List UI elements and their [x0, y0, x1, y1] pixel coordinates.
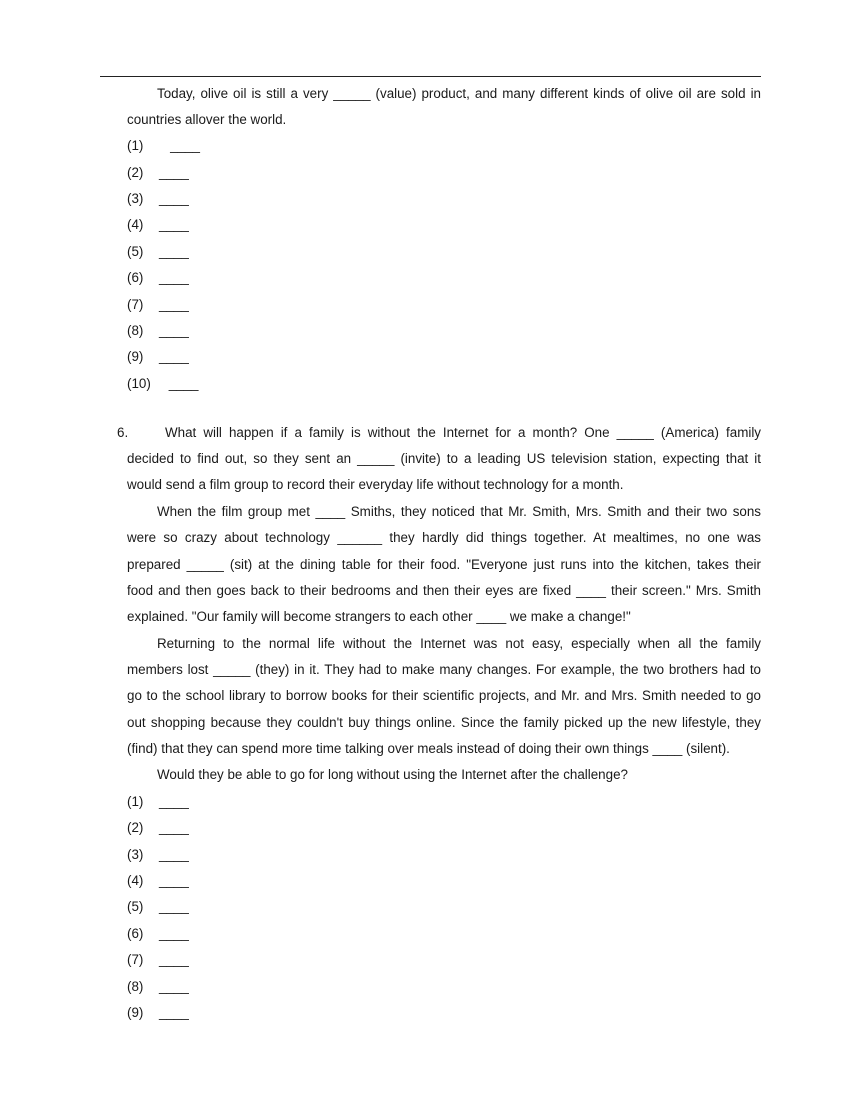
answer-number: (9)	[127, 1005, 144, 1020]
answer-blank: ____	[159, 270, 189, 285]
answer-number: (3)	[127, 847, 144, 862]
answer-number: (1)	[127, 794, 144, 809]
q6-line-11: go to the school library to borrow books for their scientific projects, and Mr. and Mrs. Smith needed to go	[127, 688, 761, 703]
answer-number: (1)	[127, 138, 144, 153]
q6-answer-9	[127, 1003, 189, 1023]
answer-blank: ____	[159, 165, 189, 180]
answer-number: (2)	[127, 820, 144, 835]
q6-answer-7	[127, 950, 189, 970]
answer-blank: ____	[159, 323, 189, 338]
answer-blank: ____	[159, 191, 189, 206]
answer-number: (7)	[127, 297, 144, 312]
q6-answer-4	[127, 871, 189, 891]
answer-number: (5)	[127, 899, 144, 914]
answer-blank: ____	[159, 873, 189, 888]
q6-answer-1	[127, 792, 189, 812]
answer-blank: ____	[159, 899, 189, 914]
answer-blank: ____	[159, 926, 189, 941]
q6-line-14: Would they be able to go for long without using the Internet after the challenge?	[157, 767, 628, 782]
answer-blank: ____	[159, 349, 189, 364]
answer-blank: ____	[159, 1005, 189, 1020]
q5-answer-3	[127, 189, 189, 209]
answer-blank: ____	[159, 847, 189, 862]
answer-blank: ____	[159, 979, 189, 994]
answer-blank: ____	[159, 297, 189, 312]
answer-blank: ____	[159, 952, 189, 967]
q5-para-line-2: countries allover the world.	[127, 112, 287, 127]
q6-answer-6	[127, 924, 189, 944]
answer-blank: ____	[159, 820, 189, 835]
answer-number: (8)	[127, 979, 144, 994]
q6-answer-3	[127, 845, 189, 865]
answer-blank: ____	[159, 217, 189, 232]
q5-answer-6	[127, 268, 189, 288]
q5-answer-1	[127, 136, 200, 156]
answer-number: (7)	[127, 952, 144, 967]
answer-number: (3)	[127, 191, 144, 206]
answer-number: (4)	[127, 217, 144, 232]
q5-para-line-1: Today, olive oil is still a very _____ (value) product, and many different kinds of olive oil are sold in	[157, 86, 761, 101]
answer-number: (5)	[127, 244, 144, 259]
q5-answer-10	[127, 374, 199, 394]
q6-line-4: When the film group met ____ Smiths, they noticed that Mr. Smith, Mrs. Smith and their two sons	[157, 504, 761, 519]
q5-answer-5	[127, 242, 189, 262]
q6-line-9: Returning to the normal life without the Internet was not easy, especially when all the family	[157, 636, 761, 651]
q6-answer-5	[127, 897, 189, 917]
q6-line-7: food and then goes back to their bedrooms and then their eyes are fixed ____ their screen." Mrs. Smith	[127, 583, 761, 598]
answer-blank: ____	[159, 794, 189, 809]
answer-blank: ____	[159, 138, 200, 153]
q6-line-10: members lost _____ (they) in it. They had to make many changes. For example, the two brothers had to	[127, 662, 761, 677]
answer-number: (4)	[127, 873, 144, 888]
answer-blank: ____	[165, 376, 199, 391]
q6-line-12: out shopping because they couldn't buy things online. Since the family picked up the new lifestyle, they	[127, 715, 761, 730]
q6-line-13: (find) that they can spend more time talking over meals instead of doing their own things ____ (silent).	[127, 741, 730, 756]
q5-answer-2	[127, 163, 189, 183]
q6-line-8: explained. "Our family will become strangers to each other ____ we make a change!"	[127, 609, 631, 624]
answer-number: (6)	[127, 270, 144, 285]
answer-blank: ____	[159, 244, 189, 259]
answer-number: (9)	[127, 349, 144, 364]
answer-number: (6)	[127, 926, 144, 941]
q5-answer-7	[127, 295, 189, 315]
top-rule	[100, 76, 761, 77]
q6-line-6: prepared _____ (sit) at the dining table for their food. "Everyone just runs into the kitchen, takes their	[127, 557, 761, 572]
q6-number: 6.	[117, 425, 129, 440]
q6-line-1: What will happen if a family is without the Internet for a month? One _____ (America) family	[165, 425, 761, 440]
answer-number: (10)	[127, 376, 151, 391]
q6-line-3: would send a film group to record their everyday life without technology for a month.	[127, 477, 624, 492]
q6-line-2: decided to find out, so they sent an _____ (invite) to a leading US television station, expecting that it	[127, 451, 761, 466]
q5-answer-4	[127, 215, 189, 235]
answer-number: (2)	[127, 165, 144, 180]
q5-answer-9	[127, 347, 189, 367]
q6-line-5: were so crazy about technology ______ they hardly did things together. At mealtimes, no one was	[127, 530, 761, 545]
q6-answer-8	[127, 977, 189, 997]
q6-answer-2	[127, 818, 189, 838]
q5-answer-8	[127, 321, 189, 341]
answer-number: (8)	[127, 323, 144, 338]
